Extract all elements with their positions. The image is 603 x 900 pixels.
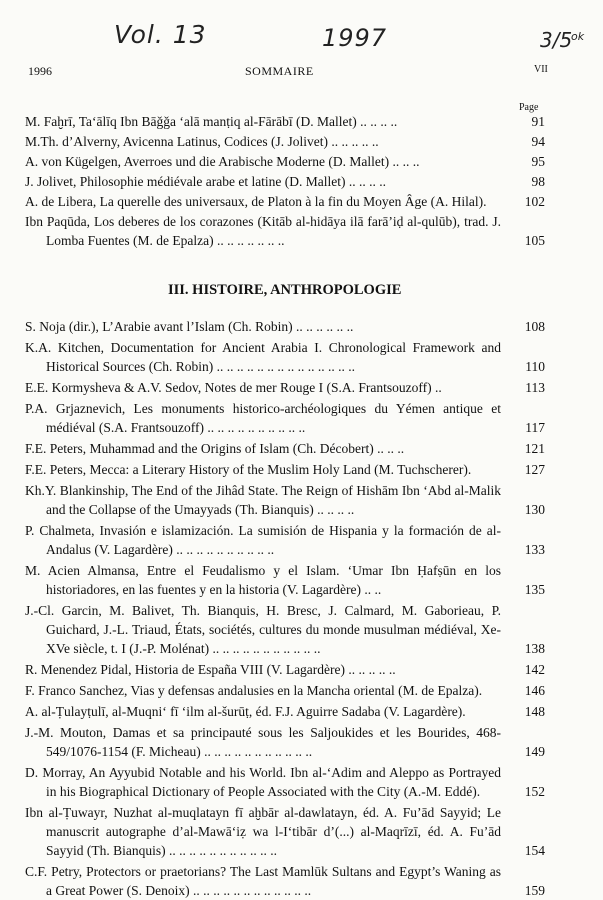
header-title: SOMMAIRE	[245, 64, 314, 78]
toc-entry	[25, 681, 545, 700]
header-year: 1996	[28, 64, 52, 78]
toc-entry-page: 117	[525, 420, 545, 435]
toc-entry-page: 154	[524, 843, 545, 858]
toc-entry	[25, 112, 545, 131]
toc-entry-text: A. al-Ṭulayṭulī, al-Muqni‘ fī ‘ilm al-šurūṭ, éd. F.J. Aguirre Sadaba (V. Lagardère).	[25, 704, 466, 719]
toc-entry-page: 127	[524, 462, 545, 477]
toc-entry-page: 102	[524, 194, 545, 209]
toc-entry	[25, 601, 545, 658]
toc-entry-page: 146	[524, 683, 545, 698]
toc-entry-text: F. Franco Sanchez, Vias y defensas andalusies en la Mancha oriental (M. de Epalza).	[25, 683, 483, 698]
section-entries-list	[25, 317, 545, 900]
toc-entry-text: P. Chalmeta, Invasión e islamización. La sumisión de Hispania y la formación de al-Andalus (V. Lagardère) .. .. .. .. .. .. .. .. .. ..	[25, 523, 501, 557]
toc-entry-page: 152	[524, 784, 545, 799]
toc-entry	[25, 763, 545, 801]
toc-entry-page: 91	[531, 114, 545, 129]
toc-entry-page: 108	[524, 319, 545, 334]
toc-entry-page: 142	[524, 662, 545, 677]
toc-entry	[25, 660, 545, 679]
top-entries-list	[25, 112, 545, 250]
toc-entry-text: J.-M. Mouton, Damas et sa principauté sous les Saljoukides et les Bourides, 468-549/1076-1154 (F. Micheau) .. .. .. .. .. .. .. .. .. .. ..	[25, 725, 501, 759]
toc-entry	[25, 723, 545, 761]
toc-entry	[25, 399, 545, 437]
toc-entry-text: K.A. Kitchen, Documentation for Ancient Arabia I. Chronological Framework and Historical Sources (Ch. Robin) .. .. .. .. .. .. .. .. .. .. .. .. .. ..	[25, 340, 501, 374]
toc-entry	[25, 192, 545, 211]
toc-entry-page: 130	[524, 502, 545, 517]
toc-entry-page: 133	[524, 542, 545, 557]
toc-entry	[25, 172, 545, 191]
toc-entry-text: Ibn Paqūda, Los deberes de los corazones (Kitāb al-hidāya ilā farā’iḍ al-qulūb), trad. J. Lomba Fuentes (M. de Epalza) .. .. .. .. .. .. ..	[25, 214, 501, 248]
toc-entry-text: M.Th. d’Alverny, Avicenna Latinus, Codices (J. Jolivet) .. .. .. .. ..	[25, 134, 379, 149]
toc-entry	[25, 152, 545, 171]
toc-entry-page: 135	[524, 582, 545, 597]
toc-entry	[25, 317, 545, 336]
section-title: III. HISTOIRE, ANTHROPOLOGIE	[168, 282, 402, 298]
toc-entry-text: D. Morray, An Ayyubid Notable and his World. Ibn al-‘Adim and Aleppo as Portrayed in his Biographical Dictionary of People Associated with the City (A.-M. Eddé).	[25, 765, 501, 799]
toc-entry-text: S. Noja (dir.), L’Arabie avant l’Islam (Ch. Robin) .. .. .. .. .. ..	[25, 319, 354, 334]
toc-entry-text: F.E. Peters, Muhammad and the Origins of Islam (Ch. Décobert) .. .. ..	[25, 441, 405, 456]
toc-entry-page: 95	[531, 154, 545, 169]
toc-entry-text: R. Menendez Pidal, Historia de España VIII (V. Lagardère) .. .. .. .. ..	[25, 662, 396, 677]
toc-entry-text: J. Jolivet, Philosophie médiévale arabe et latine (D. Mallet) .. .. .. ..	[25, 174, 387, 189]
toc-entry	[25, 338, 545, 376]
handwritten-year: 1997	[322, 24, 388, 52]
toc-entry	[25, 803, 545, 860]
toc-entry-text: P.A. Grjaznevich, Les monuments historico-archéologiques du Yémen antique et médiéval (S.A. Frantsouzoff) .. .. .. .. .. .. .. .. .. ..	[25, 401, 501, 435]
toc-entry-page: 149	[524, 744, 545, 759]
toc-entry-page: 138	[524, 641, 545, 656]
page-column-label: Page	[519, 102, 539, 113]
toc-entry-text: C.F. Petry, Protectors or praetorians? The Last Mamlūk Sultans and Egypt’s Waning as a Great Power (S. Denoix) .. .. .. .. .. .. .. .. .. .. .. ..	[25, 864, 501, 898]
toc-entry	[25, 378, 545, 397]
toc-entry-page: 159	[524, 883, 545, 898]
toc-entry	[25, 521, 545, 559]
toc-entry-page: 94	[531, 134, 545, 149]
toc-entry-text: A. de Libera, La querelle des universaux, de Platon à la fin du Moyen Âge (A. Hilal).	[25, 194, 487, 209]
toc-entry-page: 148	[524, 704, 545, 719]
header-page-number: VII	[534, 64, 548, 75]
toc-entry	[25, 132, 545, 151]
handwritten-ok: ok	[571, 30, 585, 43]
handwritten-volume: Vol. 13	[114, 20, 207, 49]
handwritten-fraction: 3/5	[540, 28, 573, 52]
toc-entry-page: 121	[524, 441, 545, 456]
toc-entry	[25, 212, 545, 250]
toc-entry-page: 110	[525, 359, 545, 374]
toc-entry-text: M. Faḫrī, Ta‘ālīq Ibn Bāǧǧa ‘alā manṭiq al-Fārābī (D. Mallet) .. .. .. ..	[25, 114, 398, 129]
toc-entry	[25, 702, 545, 721]
toc-entry-text: M. Acien Almansa, Entre el Feudalismo y el Islam. ‘Umar Ibn Ḥafṣūn en los historiadores, en las fuentes y en la historia (V. Lagardère) .. ..	[25, 563, 501, 597]
toc-entry-text: F.E. Peters, Mecca: a Literary History of the Muslim Holy Land (M. Tuchscherer).	[25, 462, 472, 477]
toc-entry-text: E.E. Kormysheva & A.V. Sedov, Notes de mer Rouge I (S.A. Frantsouzoff) ..	[25, 380, 442, 395]
toc-entry	[25, 862, 545, 900]
toc-entry-text: Kh.Y. Blankinship, The End of the Jihâd State. The Reign of Hishām Ibn ‘Abd al-Malik and the Collapse of the Umayyads (Th. Bianquis) .. .. .. ..	[25, 483, 501, 517]
toc-entry	[25, 439, 545, 458]
toc-entry-text: J.-Cl. Garcin, M. Balivet, Th. Bianquis, H. Bresc, J. Calmard, M. Gaborieau, P. Guichard, J.-L. Triaud, États, sociétés, cultures du monde musulman médiéval, Xe-XVe siècle, t. I (J.-P. Molénat) .. .. .. .. .. .. .. .. .. .. ..	[25, 603, 501, 656]
toc-entry-text: Ibn al-Ṭuwayr, Nuzhat al-muqlatayn fī aḫbār al-dawlatayn, éd. A. Fu’ād Sayyid; Le manuscrit autographe d’al-Mawā‘iẓ wa l-I‘tibār d’(...) al-Maqrīzī, éd. A. Fu’ād Sayyid (Th. Bianquis) .. .. .. .. .. .. .. .. .. .. ..	[25, 805, 501, 858]
toc-entry	[25, 561, 545, 599]
toc-entry-text: A. von Kügelgen, Averroes und die Arabische Moderne (D. Mallet) .. .. ..	[25, 154, 420, 169]
toc-entry-page: 105	[524, 233, 545, 248]
toc-entry-page: 98	[531, 174, 545, 189]
toc-entry	[25, 460, 545, 479]
toc-entry-page: 113	[525, 380, 545, 395]
toc-entry	[25, 481, 545, 519]
